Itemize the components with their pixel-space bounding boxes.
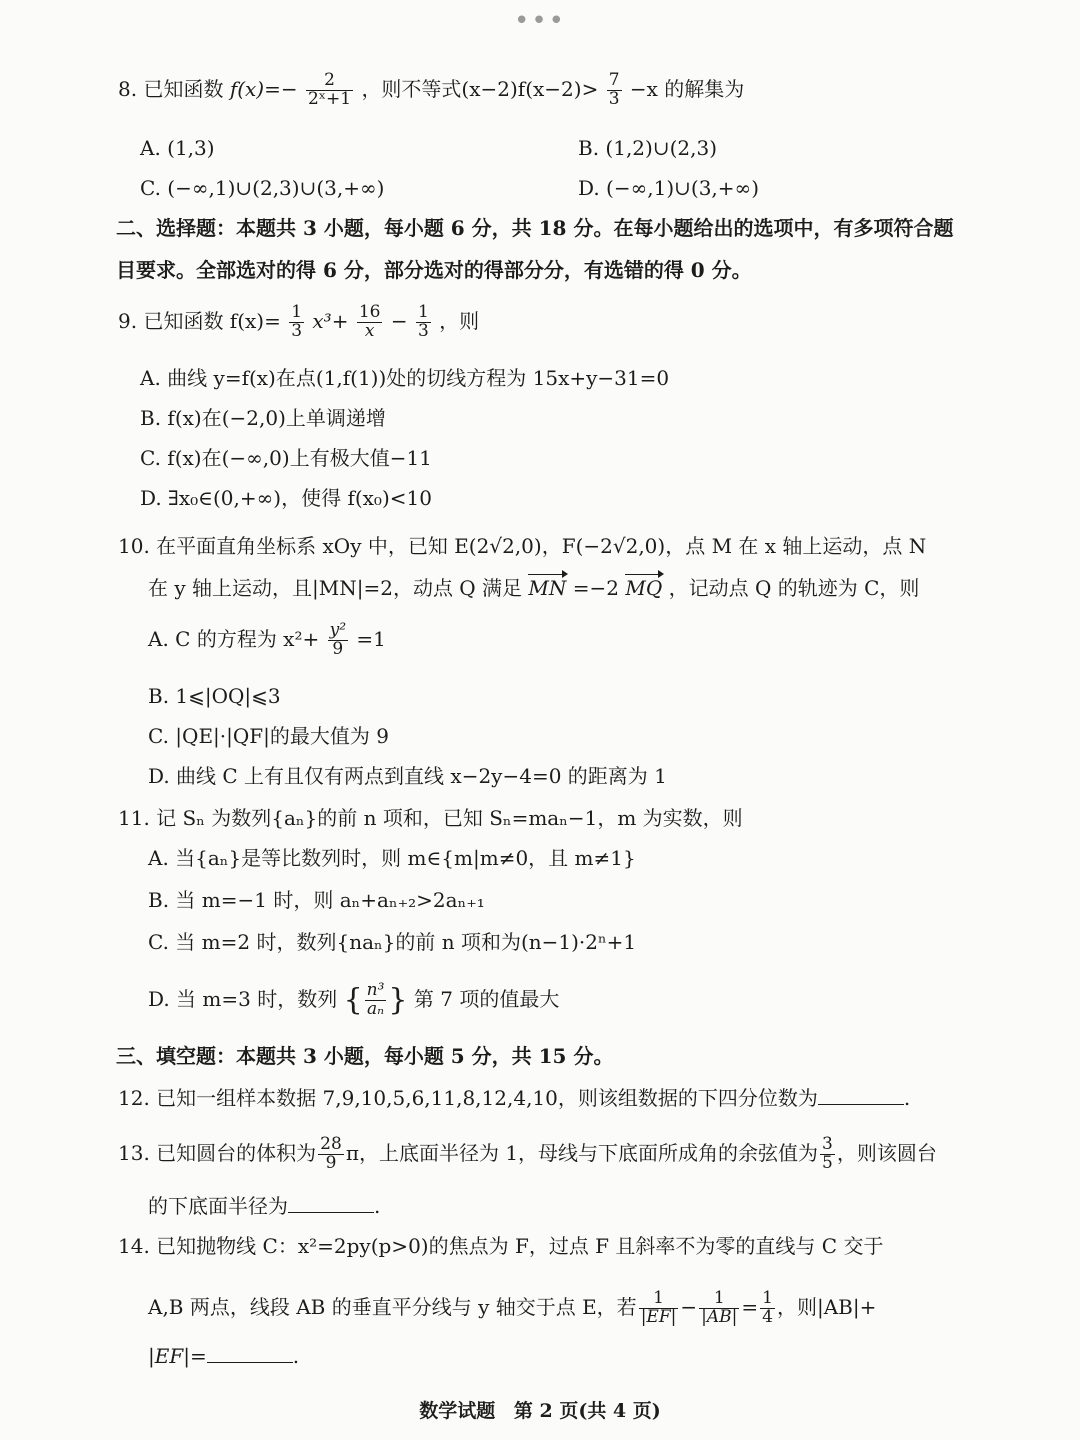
q14-f2-den: |AB| <box>701 1306 738 1327</box>
q9-f3-den: 3 <box>417 320 429 341</box>
q8-fraction-2 <box>607 72 622 109</box>
q11-option-d <box>148 982 1008 1019</box>
q9-fraction-2 <box>357 304 383 341</box>
q14-f2-num: 1 <box>699 1290 739 1309</box>
q13-c-num: 3 <box>822 1134 833 1154</box>
question-8 <box>118 72 1018 109</box>
q11-d-fraction <box>365 982 387 1019</box>
q9-option-b: B. f(x)在(−2,0)上单调递增 <box>140 406 386 430</box>
q14-fraction-3 <box>760 1290 775 1327</box>
q11-d-tail: 第 7 项的值最大 <box>413 986 560 1011</box>
q8-frac-den: 2ˣ+1 <box>307 88 352 109</box>
question-14: 14. 已知抛物线 C：x²=2py(p>0)的焦点为 F，过点 F 且斜率不为零的直线与 C 交于 <box>118 1234 884 1258</box>
q9-fraction-1 <box>289 304 304 341</box>
page-footer <box>0 1396 1080 1423</box>
q11-d-num: n³ <box>366 980 385 1000</box>
q11-option-c: C. 当 m=2 时，数列{naₙ}的前 n 项和为(n−1)·2ⁿ+1 <box>148 930 637 954</box>
q11-option-a: A. 当{aₙ}是等比数列时，则 m∈{m|m≠0，且 m≠1} <box>148 846 636 870</box>
q11-d-lead: D. 当 m=3 时，数列 <box>148 986 338 1011</box>
q8-frac2-num: 7 <box>608 70 620 90</box>
question-14-line3 <box>148 1344 1008 1366</box>
q14-answer-blank[interactable] <box>207 1344 293 1363</box>
q9-option-d: D. ∃x₀∈(0,+∞)，使得 f(x₀)<10 <box>140 486 432 510</box>
q14-fraction-1 <box>639 1290 679 1327</box>
q14-period: . <box>292 1344 300 1368</box>
vector-mq: MQ <box>625 576 663 600</box>
q9-mid2: − <box>390 308 408 333</box>
footer-subject: 数学试题 <box>419 1400 496 1422</box>
q8-tail: −x 的解集为 <box>629 76 745 101</box>
q12-period: . <box>903 1086 911 1110</box>
q13-v-den: 9 <box>325 1152 337 1173</box>
q13-volume-fraction <box>318 1136 344 1173</box>
question-10-line2 <box>148 578 1028 598</box>
q13-v-num: 28 <box>320 1134 342 1154</box>
q9-f1-den: 3 <box>291 320 303 341</box>
q11-d-den: aₙ <box>367 998 385 1019</box>
q8-option-a: A. (1,3) <box>140 136 215 160</box>
q10-a-den: 9 <box>332 638 344 659</box>
q13-v-tail: π，上底面半径为 1，母线与下底面所成角的余弦值为 <box>345 1140 819 1165</box>
vector-mn: MN <box>528 576 567 600</box>
q10-option-c: C. |QE|·|QF|的最大值为 9 <box>148 724 389 748</box>
q12-text: 12. 已知一组样本数据 7,9,10,5,6,11,8,12,4,10，则该组数据的下四分位数为 <box>118 1086 818 1110</box>
question-12 <box>118 1086 1018 1108</box>
left-brace-icon: { <box>343 982 363 1018</box>
window-dots-icon[interactable]: ••• <box>513 6 566 36</box>
q9-mid1: x³+ <box>312 308 349 333</box>
q9-lead: 9. 已知函数 f(x)= <box>118 308 281 333</box>
q8-option-b: B. (1,2)∪(2,3) <box>578 136 717 160</box>
q10-line2-b: =−2 <box>572 576 620 600</box>
q14-eq: = <box>741 1294 759 1319</box>
q14-fraction-2 <box>699 1290 739 1327</box>
section-3-heading: 三、填空题：本题共 3 小题，每小题 5 分，共 15 分。 <box>116 1044 614 1068</box>
q13-cos-fraction <box>820 1136 835 1173</box>
q10-line2-a: 在 y 轴上运动，且|MN|=2，动点 Q 满足 <box>148 576 523 600</box>
q9-fraction-3 <box>416 304 431 341</box>
q13-answer-blank[interactable] <box>288 1194 374 1213</box>
q14-minus: − <box>680 1294 698 1319</box>
question-13-line2 <box>148 1194 1008 1216</box>
q8-mid: ，则不等式(x−2)f(x−2)> <box>361 76 599 101</box>
question-14-line2 <box>148 1290 1028 1327</box>
q14-f1-den: |EF| <box>640 1306 677 1327</box>
q14-f1-num: 1 <box>639 1290 679 1309</box>
q13-tail: ，则该圆台 <box>836 1140 937 1165</box>
q12-answer-blank[interactable] <box>818 1086 904 1105</box>
q10-a-fraction <box>328 622 348 659</box>
question-11: 11. 记 Sₙ 为数列{aₙ}的前 n 项和，已知 Sₙ=maₙ−1，m 为实数，则 <box>118 806 743 830</box>
q13-period: . <box>374 1194 381 1218</box>
q8-frac-num: 2 <box>306 72 353 91</box>
q11-option-b: B. 当 m=−1 时，则 aₙ+aₙ₊₂>2aₙ₊₁ <box>148 888 485 912</box>
right-brace-icon: } <box>388 982 408 1018</box>
q8-option-c: C. (−∞,1)∪(2,3)∪(3,+∞) <box>140 176 385 200</box>
q13-c-den: 5 <box>822 1152 833 1173</box>
q9-f1-num: 1 <box>291 302 303 322</box>
q8-fraction <box>306 72 353 109</box>
q10-option-b: B. 1⩽|OQ|⩽3 <box>148 684 281 708</box>
q14-f3-num: 1 <box>762 1288 773 1308</box>
q14-line3-text: |EF|= <box>148 1344 207 1368</box>
question-13 <box>118 1136 1018 1173</box>
section-2-heading: 二、选择题：本题共 3 小题，每小题 6 分，共 18 分。在每小题给出的选项中，有多项符合题 <box>116 216 954 240</box>
q8-frac2-den: 3 <box>608 88 620 109</box>
q9-option-a: A. 曲线 y=f(x)在点(1,f(1))处的切线方程为 15x+y−31=0 <box>140 366 670 390</box>
q14-line2-a: A,B 两点，线段 AB 的垂直平分线与 y 轴交于点 E，若 <box>148 1294 637 1319</box>
q8-lead: 8. 已知函数 <box>118 76 224 101</box>
q8-function: f(x)=− <box>229 76 298 101</box>
q10-a-tail: =1 <box>356 626 386 651</box>
q9-tail: ，则 <box>439 308 480 333</box>
q10-a-lead: A. C 的方程为 x²+ <box>148 626 320 651</box>
q10-option-a <box>148 622 1008 659</box>
q9-option-c: C. f(x)在(−∞,0)上有极大值−11 <box>140 446 432 470</box>
q8-option-d: D. (−∞,1)∪(3,+∞) <box>578 176 760 200</box>
q14-line2-b: ，则|AB|+ <box>776 1294 877 1319</box>
q13-line2-text: 的下底面半径为 <box>148 1194 288 1218</box>
footer-page-number: 第 2 页(共 4 页) <box>513 1400 661 1422</box>
section-2-heading-line2: 目要求。全部选对的得 6 分，部分选对的得部分分，有选错的得 0 分。 <box>116 258 752 282</box>
q13-lead: 13. 已知圆台的体积为 <box>118 1140 317 1165</box>
question-10: 10. 在平面直角坐标系 xOy 中，已知 E(2√2,0)，F(−2√2,0)，点 M 在 x 轴上运动，点 N <box>118 534 927 558</box>
q10-a-num: y² <box>329 620 347 640</box>
q9-f3-num: 1 <box>417 302 429 322</box>
q14-f3-den: 4 <box>762 1306 773 1327</box>
q9-f2-den: x <box>364 320 375 341</box>
q10-line2-c: ，记动点 Q 的轨迹为 C，则 <box>668 576 920 600</box>
question-9 <box>118 304 1018 341</box>
q9-f2-num: 16 <box>358 302 381 322</box>
q10-option-d: D. 曲线 C 上有且仅有两点到直线 x−2y−4=0 的距离为 1 <box>148 764 667 788</box>
